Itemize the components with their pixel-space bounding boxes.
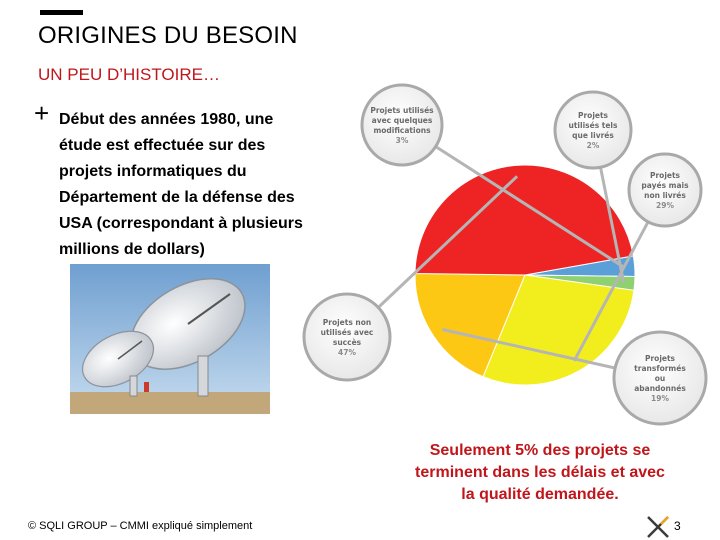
slide-subtitle: UN PEU D’HISTOIRE… [38, 65, 220, 84]
callout-percent: 47% [338, 348, 356, 357]
callout-percent: 3% [395, 136, 409, 145]
conclusion-text [390, 440, 690, 506]
title-accent-bar [40, 10, 83, 15]
pie-slices [415, 165, 635, 385]
callout-label: avec quelques [371, 116, 433, 125]
conclusion-line: terminent dans les délais et avec [415, 464, 665, 481]
footer-copyright: © SQLI GROUP – CMMI expliqué simplement [28, 520, 253, 532]
callout-label: abandonnés [634, 384, 686, 393]
callout-bubble [304, 294, 390, 380]
callout-label: Projets utilisés [370, 106, 434, 115]
bullet-line: étude est effectuée sur des [59, 137, 266, 154]
callout-label: Projets non [322, 318, 372, 327]
slide-title: ORIGINES DU BESOIN [38, 22, 298, 49]
callout-label: non livrés [644, 191, 686, 200]
callout-label: transformés [634, 364, 686, 373]
bullet-line: USA (correspondant à plusieurs [59, 215, 303, 232]
callout-label: succès [332, 338, 362, 347]
callout-label: utilisés avec [320, 328, 374, 337]
callout-label: utilisés tels [568, 121, 618, 130]
bullet-line: Département de la défense des [59, 189, 295, 206]
pie-chart [290, 75, 720, 445]
callout-label: modifications [373, 126, 431, 135]
callout-label: Projets [644, 354, 676, 363]
callout-label: ou [654, 374, 666, 383]
conclusion-line: la qualité demandée. [461, 486, 619, 503]
bullet-plus-icon: + [34, 98, 50, 128]
satellite-dishes-photo [70, 264, 270, 414]
sqli-logo-icon [645, 514, 671, 540]
pie-slice [415, 165, 633, 275]
page-number: 3 [674, 519, 681, 533]
callout-label: payés mais [641, 181, 689, 190]
callout-percent: 2% [586, 141, 600, 150]
callout-percent: 29% [656, 201, 674, 210]
conclusion-line: Seulement 5% des projets se [429, 442, 651, 459]
callout-label: Projets [577, 111, 609, 120]
bullet-line: millions de dollars) [59, 241, 205, 258]
callout-bubble [362, 85, 442, 165]
callout-bubble [629, 154, 701, 226]
bullet-line: Début des années 1980, une [59, 111, 274, 128]
bullet-line: projets informatiques du [59, 163, 247, 180]
callout-bubble [555, 92, 631, 168]
callout-label: Projets [649, 171, 681, 180]
callout-label: que livrés [572, 131, 614, 140]
callout-percent: 19% [651, 394, 669, 403]
